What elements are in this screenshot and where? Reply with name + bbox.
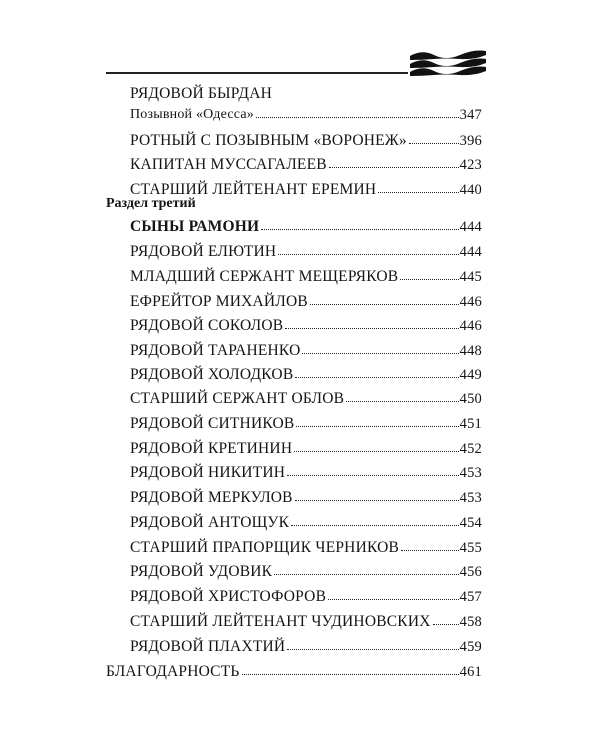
toc-entry <box>130 411 482 431</box>
toc-page-number: 456 <box>459 563 482 580</box>
toc-entry <box>130 338 482 358</box>
toc-entry <box>130 460 482 480</box>
toc-entry-label: Позывной «Одесса» <box>130 107 254 122</box>
toc-page-number: 347 <box>459 106 482 123</box>
toc-entry <box>130 239 482 259</box>
dot-leader <box>285 328 458 329</box>
toc-page-number: 449 <box>459 366 482 383</box>
toc-page-number: 445 <box>459 268 482 285</box>
toc-entry-label: РЯДОВОЙ ЕЛЮТИН <box>130 242 277 260</box>
toc-entry-label: СТАРШИЙ СЕРЖАНТ ОБЛОВ <box>130 389 345 407</box>
toc-entry <box>130 609 482 629</box>
toc-entry-label: МЛАДШИЙ СЕРЖАНТ МЕЩЕРЯКОВ <box>130 267 399 285</box>
dot-leader <box>409 143 459 144</box>
toc-entry-label: РЯДОВОЙ ХОЛОДКОВ <box>130 365 294 383</box>
toc-page-number: 451 <box>459 415 482 432</box>
toc-entry-label: СТАРШИЙ ЛЕЙТЕНАНТ ЕРЕМИН <box>130 180 377 198</box>
toc-page-number: 440 <box>459 181 482 198</box>
toc-entry <box>106 659 482 679</box>
dot-leader <box>294 451 458 452</box>
dot-leader <box>291 525 458 526</box>
toc-entry <box>130 535 482 555</box>
toc-entry-label: РЯДОВОЙ БЫРДАН <box>130 85 272 102</box>
toc-entry-label: РЯДОВОЙ СОКОЛОВ <box>130 316 284 334</box>
toc-page-number: 459 <box>459 638 482 655</box>
toc-page-number: 461 <box>459 663 482 680</box>
dot-leader <box>310 304 459 305</box>
toc-entry <box>130 289 482 309</box>
dot-leader <box>328 599 459 600</box>
dot-leader <box>274 574 458 575</box>
dot-leader <box>302 353 458 354</box>
dot-leader <box>296 426 458 427</box>
dot-leader <box>346 401 458 402</box>
toc-page-number: 458 <box>459 613 482 630</box>
toc-entry <box>130 128 482 148</box>
toc-entry-label: РЯДОВОЙ ХРИСТОФОРОВ <box>130 587 327 605</box>
dot-leader <box>287 649 458 650</box>
dot-leader <box>378 192 458 193</box>
toc-entry-label: РЯДОВОЙ АНТОЩУК <box>130 513 290 531</box>
dot-leader <box>287 475 459 476</box>
dot-leader <box>278 254 458 255</box>
dot-leader <box>295 500 459 501</box>
section-title: Раздел третий <box>106 196 196 211</box>
toc-page-number: 446 <box>459 317 482 334</box>
toc-page-number: 454 <box>459 514 482 531</box>
toc-entry <box>130 177 482 197</box>
toc-page-number: 450 <box>459 390 482 407</box>
toc-entry-label: ЕФРЕЙТОР МИХАЙЛОВ <box>130 292 308 310</box>
toc-page-number: 453 <box>459 489 482 506</box>
toc-page-number: 448 <box>459 342 482 359</box>
toc-entry-label: СЫНЫ РАМОНИ <box>130 217 260 235</box>
toc-entry-label: СТАРШИЙ ЛЕЙТЕНАНТ ЧУДИНОВСКИХ <box>130 612 431 630</box>
toc-entry-label: КАПИТАН МУССАГАЛЕЕВ <box>130 155 327 173</box>
toc-entry <box>130 386 482 406</box>
dot-leader <box>433 624 459 625</box>
toc-entry-label: СТАРШИЙ ПРАПОРЩИК ЧЕРНИКОВ <box>130 538 400 556</box>
toc-page-number: 444 <box>459 218 482 235</box>
dot-leader <box>295 377 458 378</box>
toc-entry <box>130 436 482 456</box>
toc-entry-label: БЛАГОДАРНОСТЬ <box>106 662 240 680</box>
dot-leader <box>261 229 458 230</box>
toc-entry-label: РЯДОВОЙ СИТНИКОВ <box>130 414 295 432</box>
toc-entry-label: РЯДОВОЙ УДОВИК <box>130 562 273 580</box>
toc-entry <box>130 559 482 579</box>
toc-entry-label: РОТНЫЙ С ПОЗЫВНЫМ «ВОРОНЕЖ» <box>130 131 407 149</box>
toc-page-number: 453 <box>459 464 482 481</box>
toc-entry <box>130 485 482 505</box>
toc-entry <box>130 102 482 122</box>
toc-page-number: 452 <box>459 440 482 457</box>
toc-entry <box>130 152 482 172</box>
toc-entry-label: РЯДОВОЙ МЕРКУЛОВ <box>130 488 293 506</box>
dot-leader <box>401 550 459 551</box>
dot-leader <box>400 279 458 280</box>
toc-entry <box>130 584 482 604</box>
toc-entry <box>130 313 482 333</box>
toc-entry <box>130 634 482 654</box>
toc-page-number: 457 <box>459 588 482 605</box>
toc-page-number: 396 <box>459 132 482 149</box>
toc-entry <box>130 362 482 382</box>
toc-entry-label: РЯДОВОЙ НИКИТИН <box>130 463 286 481</box>
toc-entry <box>130 264 482 284</box>
toc-page-number: 455 <box>459 539 482 556</box>
toc-page-number: 423 <box>459 156 482 173</box>
toc-entry <box>130 510 482 530</box>
toc-entry <box>130 214 482 234</box>
toc-entry-label: РЯДОВОЙ КРЕТИНИН <box>130 439 293 457</box>
dot-leader <box>242 674 459 675</box>
dot-leader <box>256 117 459 118</box>
toc-entry-label: РЯДОВОЙ ПЛАХТИЙ <box>130 637 286 655</box>
toc-page-number: 444 <box>459 243 482 260</box>
dot-leader <box>329 167 459 168</box>
toc-entry-label: РЯДОВОЙ ТАРАНЕНКО <box>130 341 301 359</box>
toc-page-number: 446 <box>459 293 482 310</box>
